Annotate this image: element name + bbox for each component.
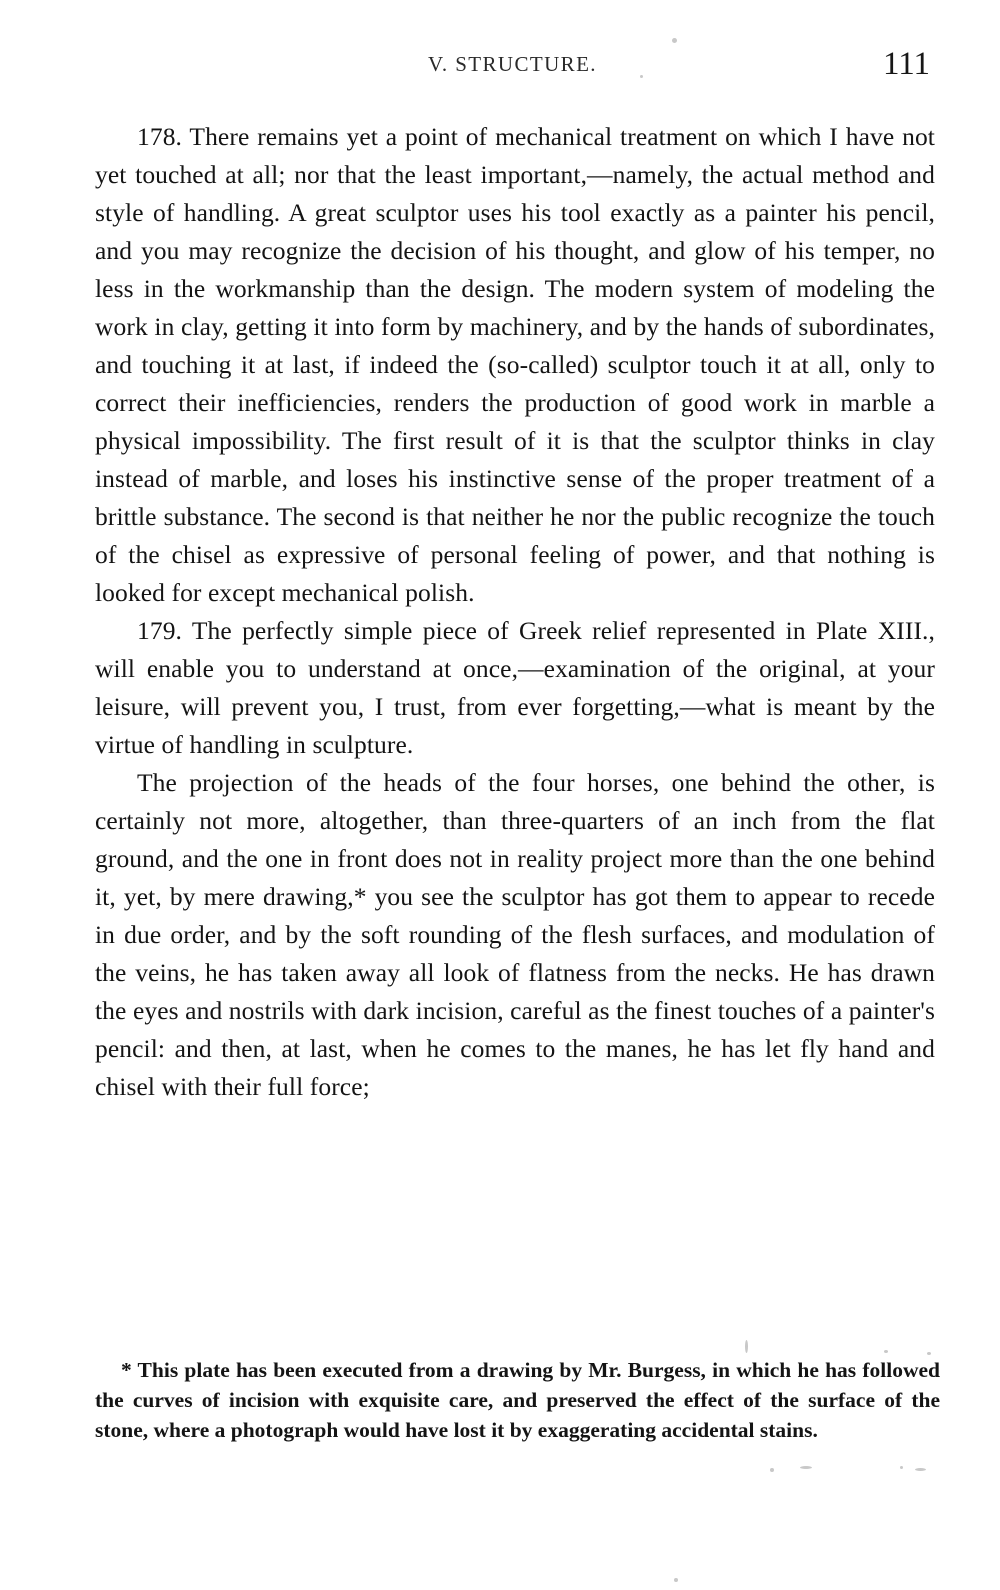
footnote-text: * This plate has been executed from a drawing by Mr. Burgess, in which he has followed the curves of incision with exquisite care, and preserved the effect of the surface of the stone, where a photograph would have lost it by exaggerating accidental stains. xyxy=(95,1358,940,1442)
paragraph-178: 178. There remains yet a point of mechanical treatment on which I have not yet touched at all; nor that the least important,—namely, the actual method and style of handling. A great sculptor uses his tool exactly as a painter his pencil, and you may recognize the decision of his thought, and glow of his temper, no less in the workmanship than the design. The modern system of modeling the work in clay, getting it into form by machinery, and by the hands of subordinates, and touching it at last, if indeed the (so-called) sculptor touch it at all, only to correct their inefficiencies, renders the production of good work in marble a physical impossibility. The first result of it is that the sculptor thinks in clay instead of marble, and loses his instinctive sense of the proper treatment of a brittle substance. The second is that neither he nor the public recognize the touch of the chisel as expressive of personal feeling of power, and that nothing is looked for except mechanical polish. xyxy=(95,122,935,607)
scan-speck xyxy=(900,1466,903,1469)
scan-speck xyxy=(770,1468,774,1472)
page-header xyxy=(95,46,930,86)
scan-speck xyxy=(800,1466,812,1469)
paragraph-projection: The projection of the heads of the four horses, one behind the other, is certainly not more, altogether, than three-quarters of an inch from the flat ground, and the one in front does not in reality project more than the one behind it, yet, by mere drawing,* you see the sculptor has got them to appear to recede in due order, and by the soft rounding of the flesh surfaces, and modulation of the veins, he has taken away all look of flatness from the necks. He has drawn the eyes and nostrils with dark incision, careful as the finest touches of a painter's pencil: and then, at last, when he comes to the manes, he has let fly hand and chisel with their full force; xyxy=(95,768,935,1101)
body-text xyxy=(95,118,935,1106)
running-head: V. STRUCTURE. xyxy=(428,52,597,76)
page-number: 111 xyxy=(882,46,930,82)
scan-speck xyxy=(674,1578,678,1582)
scan-speck xyxy=(927,1352,931,1355)
paragraph-179: 179. The perfectly simple piece of Greek relief represented in Plate XIII., will enable you to understand at once,—examination of the original, at your leisure, will prevent you, I trust, from ever forgetting,—what is meant by the virtue of handling in sculpture. xyxy=(95,616,935,759)
scan-speck xyxy=(640,75,643,78)
scan-speck xyxy=(745,1340,748,1353)
footnote xyxy=(95,1355,940,1445)
scan-speck xyxy=(915,1468,926,1471)
scan-speck xyxy=(672,38,677,43)
scan-speck xyxy=(884,1350,888,1353)
